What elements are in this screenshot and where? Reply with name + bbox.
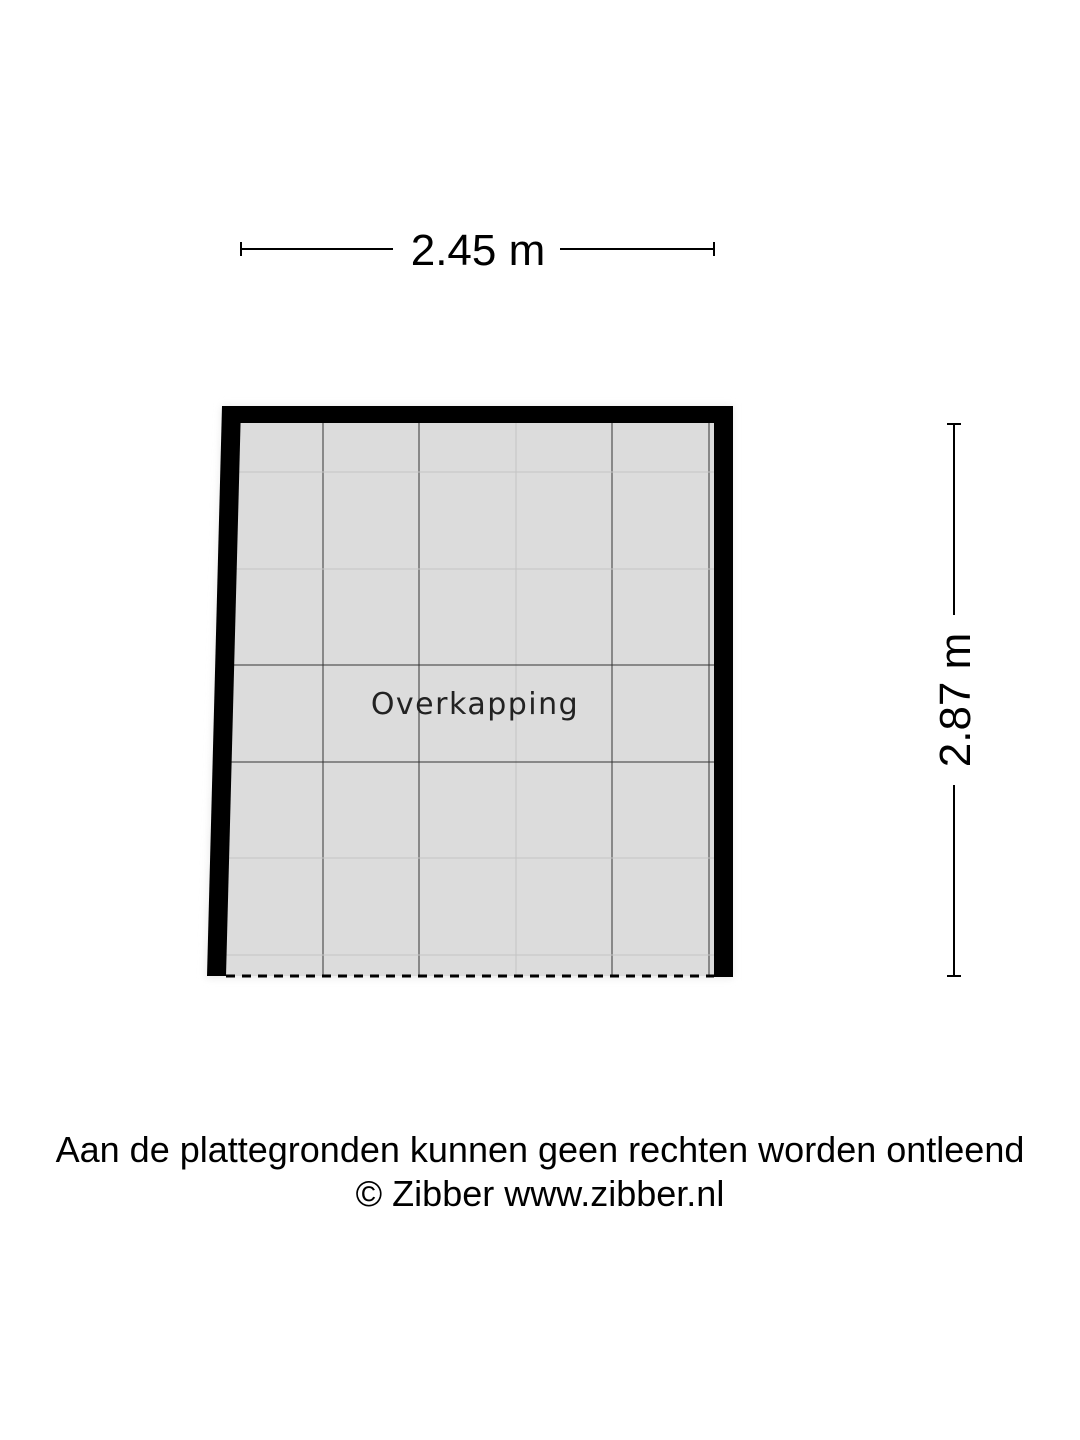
disclaimer-text: Aan de plattegronden kunnen geen rechten worden ontleend: [55, 1129, 1025, 1170]
width-dimension: [241, 226, 714, 275]
depth-dimension-label: 2.87 m: [931, 632, 980, 768]
wall-right: [714, 406, 733, 977]
width-dimension-label: 2.45 m: [410, 226, 546, 275]
copyright-text: © Zibber www.zibber.nl: [355, 1173, 725, 1214]
wall-top: [222, 406, 733, 423]
depth-dimension: [931, 424, 980, 976]
room-name-label: Overkapping: [370, 687, 580, 722]
